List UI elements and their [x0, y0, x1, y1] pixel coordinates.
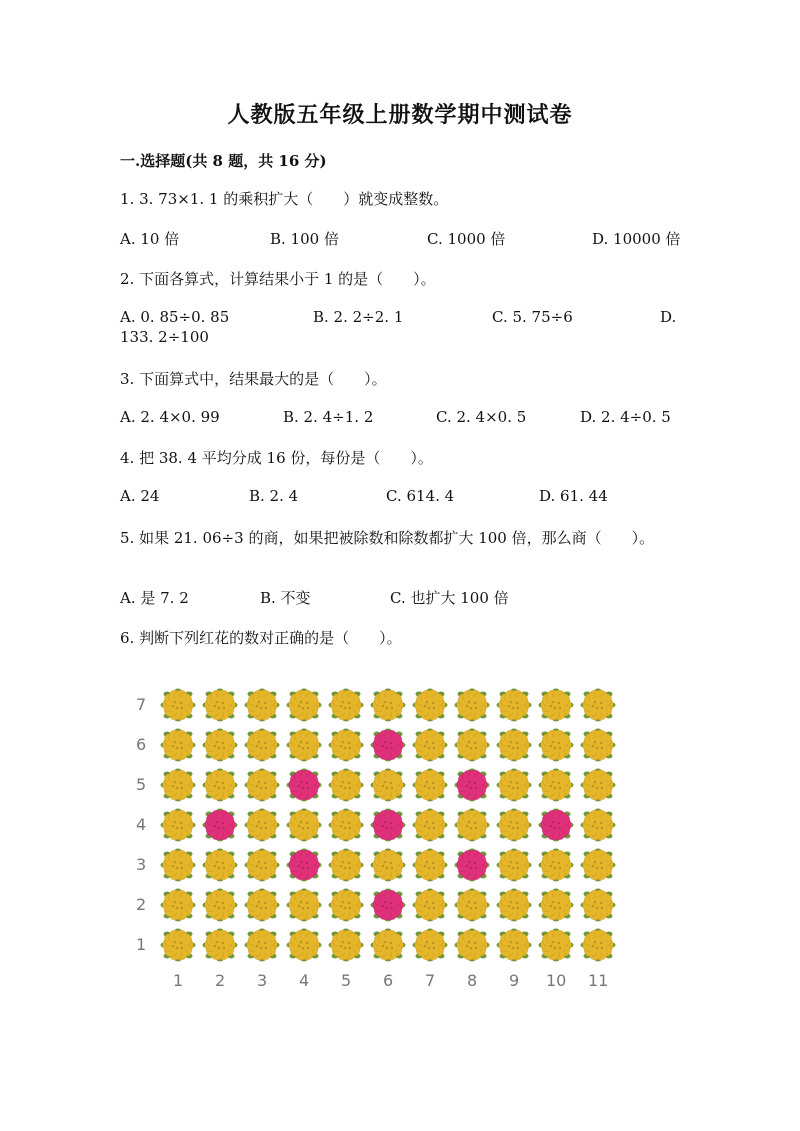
yellow-flower: [496, 847, 532, 883]
yellow-flower: [202, 927, 238, 963]
question-2-option-c[interactable]: C. 5. 75÷6: [492, 308, 573, 326]
yellow-flower: [202, 847, 238, 883]
question-4-option-a[interactable]: A. 24: [120, 487, 160, 505]
y-axis-tick-label: 2: [136, 895, 147, 914]
question-5-option-a[interactable]: A. 是 7. 2: [120, 589, 189, 607]
yellow-flower: [328, 847, 364, 883]
yellow-flower: [160, 847, 196, 883]
yellow-flower: [160, 687, 196, 723]
question-1-option-b[interactable]: B. 100 倍: [270, 230, 339, 248]
red-flower: [370, 807, 406, 843]
yellow-flower: [160, 727, 196, 763]
x-axis-tick-label: 5: [341, 971, 352, 990]
yellow-flower: [328, 927, 364, 963]
yellow-flower: [202, 727, 238, 763]
y-axis-tick-label: 5: [136, 775, 147, 794]
x-axis-tick-label: 3: [257, 971, 268, 990]
yellow-flower: [286, 687, 322, 723]
y-axis-tick-label: 4: [136, 815, 147, 834]
question-4-option-d[interactable]: D. 61. 44: [539, 487, 608, 505]
yellow-flower: [370, 847, 406, 883]
section-heading: 一.选择题(共 8 题，共 16 分): [120, 152, 327, 170]
yellow-flower: [286, 927, 322, 963]
x-axis-tick-label: 9: [509, 971, 520, 990]
yellow-flower: [538, 887, 574, 923]
yellow-flower: [412, 687, 448, 723]
yellow-flower: [160, 927, 196, 963]
question-3-option-c[interactable]: C. 2. 4×0. 5: [436, 408, 527, 426]
question-3-stem: 3. 下面算式中，结果最大的是（ ）。: [120, 370, 387, 388]
red-flower: [202, 807, 238, 843]
yellow-flower: [496, 687, 532, 723]
question-5-option-c[interactable]: C. 也扩大 100 倍: [390, 589, 509, 607]
red-flower: [538, 807, 574, 843]
yellow-flower: [286, 727, 322, 763]
y-axis-tick-label: 3: [136, 855, 147, 874]
x-axis-tick-label: 10: [546, 971, 567, 990]
yellow-flower: [454, 687, 490, 723]
page-title: 人教版五年级上册数学期中测试卷: [227, 102, 573, 128]
yellow-flower: [412, 847, 448, 883]
yellow-flower: [496, 767, 532, 803]
x-axis-tick-label: 11: [588, 971, 609, 990]
yellow-flower: [328, 687, 364, 723]
yellow-flower: [244, 927, 280, 963]
yellow-flower: [538, 847, 574, 883]
yellow-flower: [328, 887, 364, 923]
yellow-flower: [580, 887, 616, 923]
question-2-option-d-value: 133. 2÷100: [120, 328, 209, 346]
yellow-flower: [370, 927, 406, 963]
yellow-flower: [244, 807, 280, 843]
yellow-flower: [370, 687, 406, 723]
yellow-flower: [580, 767, 616, 803]
x-axis-tick-label: 4: [299, 971, 310, 990]
yellow-flower: [412, 727, 448, 763]
yellow-flower: [538, 727, 574, 763]
red-flower: [370, 887, 406, 923]
yellow-flower: [412, 807, 448, 843]
yellow-flower: [160, 767, 196, 803]
yellow-flower: [370, 767, 406, 803]
question-5-stem: 5. 如果 21. 06÷3 的商，如果把被除数和除数都扩大 100 倍，那么商（ ）。: [120, 529, 655, 547]
yellow-flower: [328, 767, 364, 803]
yellow-flower: [286, 807, 322, 843]
yellow-flower: [538, 767, 574, 803]
question-2-option-b[interactable]: B. 2. 2÷2. 1: [313, 308, 404, 326]
question-3-option-d[interactable]: D. 2. 4÷0. 5: [580, 408, 671, 426]
yellow-flower: [244, 847, 280, 883]
yellow-flower: [328, 807, 364, 843]
red-flower: [370, 727, 406, 763]
question-4-option-b[interactable]: B. 2. 4: [249, 487, 299, 505]
question-1-stem: 1. 3. 73×1. 1 的乘积扩大（ ）就变成整数。: [120, 190, 449, 208]
x-axis-tick-label: 7: [425, 971, 436, 990]
yellow-flower: [580, 927, 616, 963]
yellow-flower: [496, 727, 532, 763]
yellow-flower: [580, 847, 616, 883]
yellow-flower: [412, 887, 448, 923]
question-4-stem: 4. 把 38. 4 平均分成 16 份，每份是（ ）。: [120, 449, 433, 467]
yellow-flower: [580, 687, 616, 723]
x-axis-tick-label: 2: [215, 971, 226, 990]
yellow-flower: [454, 727, 490, 763]
yellow-flower: [160, 807, 196, 843]
question-3-option-a[interactable]: A. 2. 4×0. 99: [120, 408, 220, 426]
question-5-option-b[interactable]: B. 不变: [260, 589, 311, 607]
yellow-flower: [328, 727, 364, 763]
question-2-stem: 2. 下面各算式，计算结果小于 1 的是（ ）。: [120, 270, 436, 288]
yellow-flower: [202, 767, 238, 803]
yellow-flower: [454, 927, 490, 963]
x-axis-tick-label: 6: [383, 971, 394, 990]
red-flower: [454, 767, 490, 803]
yellow-flower: [244, 727, 280, 763]
yellow-flower: [412, 767, 448, 803]
yellow-flower: [412, 927, 448, 963]
question-2-option-d[interactable]: D.: [660, 308, 677, 326]
y-axis-tick-label: 1: [136, 935, 147, 954]
yellow-flower: [454, 807, 490, 843]
yellow-flower: [454, 887, 490, 923]
yellow-flower: [202, 887, 238, 923]
flower-grid-figure: [128, 680, 628, 995]
x-axis-tick-label: 8: [467, 971, 478, 990]
question-2-option-a[interactable]: A. 0. 85÷0. 85: [120, 308, 230, 326]
yellow-flower: [496, 887, 532, 923]
red-flower: [286, 847, 322, 883]
x-axis-tick-label: 1: [173, 971, 184, 990]
yellow-flower: [538, 927, 574, 963]
y-axis-tick-label: 7: [136, 695, 147, 714]
yellow-flower: [538, 687, 574, 723]
y-axis-tick-label: 6: [136, 735, 147, 754]
question-3-option-b[interactable]: B. 2. 4÷1. 2: [283, 408, 374, 426]
question-6-stem: 6. 判断下列红花的数对正确的是（ ）。: [120, 629, 402, 647]
yellow-flower: [244, 887, 280, 923]
question-1-option-d[interactable]: D. 10000 倍: [592, 230, 681, 248]
yellow-flower: [244, 767, 280, 803]
question-1-option-c[interactable]: C. 1000 倍: [427, 230, 506, 248]
red-flower: [454, 847, 490, 883]
yellow-flower: [244, 687, 280, 723]
question-1-option-a[interactable]: A. 10 倍: [120, 230, 180, 248]
yellow-flower: [580, 807, 616, 843]
yellow-flower: [160, 887, 196, 923]
question-4-option-c[interactable]: C. 614. 4: [386, 487, 455, 505]
yellow-flower: [580, 727, 616, 763]
yellow-flower: [496, 927, 532, 963]
red-flower: [286, 767, 322, 803]
yellow-flower: [496, 807, 532, 843]
yellow-flower: [202, 687, 238, 723]
yellow-flower: [286, 887, 322, 923]
